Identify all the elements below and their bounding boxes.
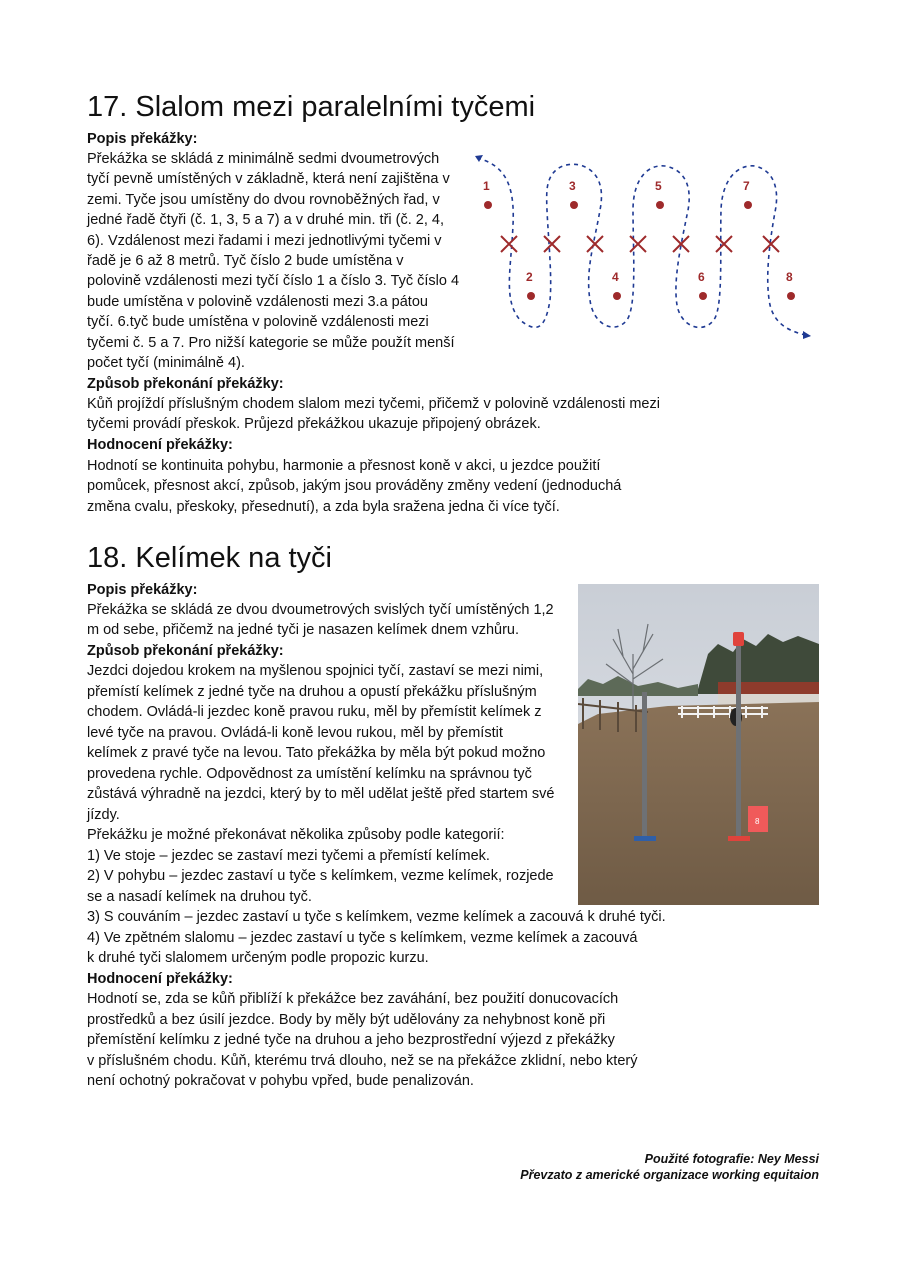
section-18-title: 18. Kelímek na tyči [87,542,332,574]
section-18-zpusob-line: 2) V pohybu – jezdec zastaví u tyče s kelímkem, vezme kelímek, rozjede [87,868,554,884]
section-17-popis-line: zemi. Tyče jsou umístěny do dvou rovnoběžných řad, v [87,192,440,208]
pole-label-6: 6 [698,270,705,284]
section-17-hodnoceni-heading: Hodnocení překážky: [87,437,233,453]
pole-dot [744,201,752,209]
section-17-popis-line: Překážka se skládá z minimálně sedmi dvoumetrových [87,151,440,167]
pole-label-3: 3 [569,179,576,193]
section-17-hodnoceni-line: Hodnotí se kontinuita pohybu, harmonie a přesnost koně v akci, u jezdce použití [87,458,601,474]
section-18-zpusob-line: k druhé tyči slalomem určeným podle propozic kurzu. [87,950,429,966]
section-17-title: 17. Slalom mezi paralelními tyčemi [87,91,536,123]
section-17-popis-line: tyčí. 6.tyč bude umístěna v polovině vzdálenosti mezi [87,314,429,330]
section-17-popis-line: tyčí pevně umístěných v základně, která není zajištěna v [87,171,450,187]
section-18-zpusob-line: Jezdci dojedou krokem na myšlenou spojnici tyčí, zastaví se mezi nimi, [87,663,544,679]
pole-dot [484,201,492,209]
section-17-popis-line: polovině vzdálenosti mezi tyčí číslo 1 a číslo 3. Tyč číslo 4 [87,273,460,289]
pole-dot [699,292,707,300]
slalom-route-path [477,158,810,336]
section-18-zpusob-line: chodem. Ovládá-li jezdec koně pravou ruku, měl by přemístit kelímek z [87,704,542,720]
section-18-zpusob-line: se a nasadí kelímek na druhou tyč. [87,889,312,905]
section-17-popis-heading: Popis překážky: [87,131,198,147]
section-17-zpusob-line: Kůň projíždí příslušným chodem slalom mezi tyčemi, přičemž v polovině vzdálenosti mezi [87,396,660,412]
section-18-hodnoceni-line: Hodnotí se, zda se kůň přiblíží k překážce bez zaváhání, bez použití donucovacích [87,991,619,1007]
section-18-zpusob-line: provedena rychle. Odpovědnost za umístění kelímku na správnou tyč [87,766,532,782]
pole-label-1: 1 [483,179,490,193]
section-17-hodnoceni-line: pomůcek, přesnost akcí, způsob, jakým jsou prováděny změny vedení (jednoduchá [87,478,622,494]
route-arrow-end [803,331,811,339]
pole-label-7: 7 [743,179,750,193]
pole-label-5: 5 [655,179,662,193]
section-18-zpusob-line: jízdy. [87,807,120,823]
section-18-hodnoceni-line: není ochotný pokračovat v pohybu vpřed, bude penalizován. [87,1073,474,1089]
pole-dot [787,292,795,300]
section-18-popis-line: Překážka se skládá ze dvou dvoumetrových svislých tyčí umístěných 1,2 [87,602,554,618]
section-17-popis-line: bude umístěna v polovině vzdálenosti mezi 3.a pátou [87,294,428,310]
section-18-popis-heading: Popis překážky: [87,582,198,598]
section-18-hodnoceni-line: přemístění kelímku z jedné tyče na druhou a jeho bezprostřední výjezd z překážky [87,1032,615,1048]
pole-label-8: 8 [786,270,793,284]
section-18-hodnoceni-line: prostředků a bez úsilí jezdce. Body by měly být udělovány za nehybnost koně při [87,1012,606,1028]
photo-number-sign: 8 [755,817,760,826]
section-18-zpusob-line: přemístí kelímek z jedné tyče na druhou a opustí překážku příslušným [87,684,537,700]
route-arrow-start [475,155,483,162]
pole-dot [527,292,535,300]
pole-dot [656,201,664,209]
section-18-zpusob-line: kelímek z pravé tyče na levou. Tato překážka by měla být pokud možno [87,745,546,761]
jump-cross-marks [501,236,779,252]
section-17-popis-line: jedné řadě čtyři (č. 1, 3, 5 a 7) a v druhé min. tři (č. 2, 4, [87,212,445,228]
section-17-popis-line: 6). Vzdálenost mezi řadami i mezi jednotlivými tyčemi v [87,233,442,249]
credit-source: Převzato z americké organizace working equitaion [520,1168,819,1182]
slalom-diagram [465,150,815,345]
section-18-zpusob-line: levé tyče na pravou. Ovládá-li koně levou rukou, měl by přemístit [87,725,503,741]
section-18-zpusob-line: Překážku je možné překonávat několika způsoby podle kategorií: [87,827,505,843]
pole-label-4: 4 [612,270,619,284]
section-17-zpusob-heading: Způsob překonání překážky: [87,376,284,392]
pole-dot [613,292,621,300]
credit-photos: Použité fotografie: Ney Messi [644,1152,819,1166]
section-18-hodnoceni-line: v příslušném chodu. Kůň, kterému trvá dlouho, než se na překážce zklidní, nebo který [87,1053,638,1069]
section-18-zpusob-line: 1) Ve stoje – jezdec se zastaví mezi tyčemi a přemístí kelímek. [87,848,490,864]
section-17-popis-line: řadě je 6 až 8 metrů. Tyč číslo 2 bude umístěna v [87,253,404,269]
section-18-popis-line: m od sebe, přičemž na jedné tyči je nasazen kelímek dnem vzhůru. [87,622,519,638]
section-18-zpusob-heading: Způsob překonání překážky: [87,643,284,659]
pole-dot [570,201,578,209]
section-18-zpusob-line: zůstává výhradně na jezdci, který by to měl udělat ještě před startem své [87,786,555,802]
section-18-hodnoceni-heading: Hodnocení překážky: [87,971,233,987]
section-17-zpusob-line: tyčemi provádí přeskok. Průjezd překážkou ukazuje připojený obrázek. [87,416,541,432]
section-18-zpusob-line: 4) Ve zpětném slalomu – jezdec zastaví u tyče s kelímkem, vezme kelímek a zacouvá [87,930,638,946]
pole-label-2: 2 [526,270,533,284]
cup-on-pole-photo [578,584,819,905]
section-17-hodnoceni-line: změna cvalu, přeskoky, přesednutí), a zda byla sražena jedna či více tyčí. [87,499,560,515]
section-18-zpusob-line: 3) S couváním – jezdec zastaví u tyče s kelímkem, vezme kelímek a zacouvá k druhé tyči. [87,909,666,925]
section-17-popis-line: počet tyčí (minimálně 4). [87,355,245,371]
section-17-popis-line: tyčemi č. 5 a 7. Pro nižší kategorie se může použít menší [87,335,455,351]
